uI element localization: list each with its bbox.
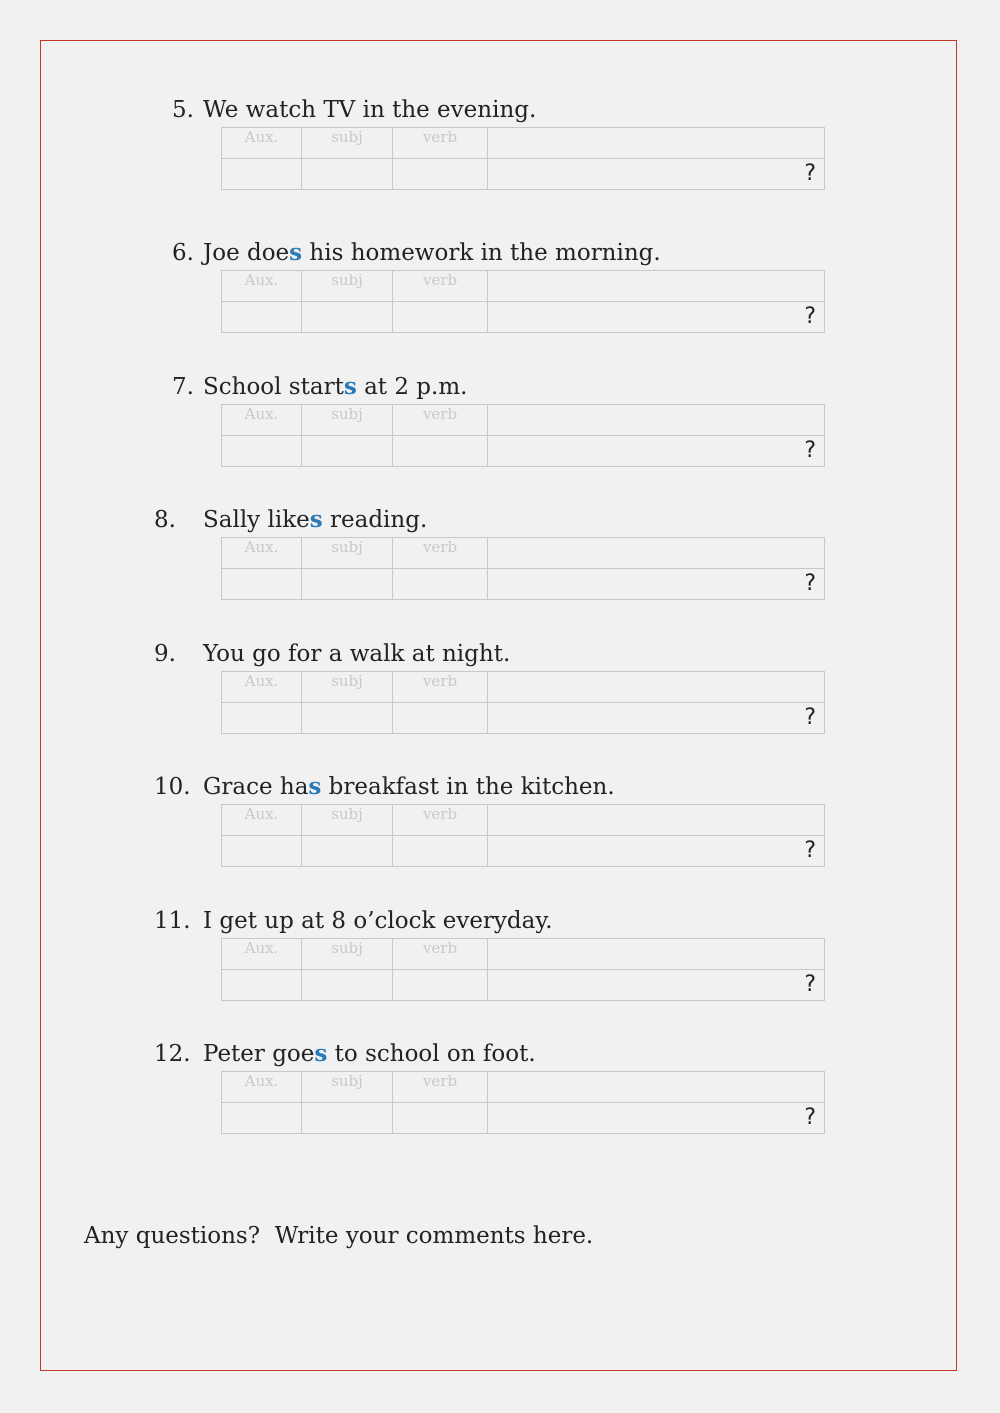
subj-answer-cell[interactable] [302, 1103, 393, 1134]
rest-answer-cell[interactable] [488, 302, 825, 333]
verb-answer-cell[interactable] [393, 1103, 488, 1134]
third-person-s-highlight: s [343, 373, 357, 400]
verb-answer-cell[interactable] [393, 302, 488, 333]
verb-answer-cell[interactable] [393, 569, 488, 600]
sentence-text-before: I get up at 8 o’clock everyday. [203, 908, 553, 934]
subj-header-cell [302, 271, 393, 302]
item-sentence [203, 96, 536, 124]
item-sentence [203, 640, 510, 668]
answer-grid [221, 671, 825, 734]
rest-answer-cell[interactable] [488, 836, 825, 867]
subj-answer-cell[interactable] [302, 703, 393, 734]
answer-grid [221, 804, 825, 867]
aux-header-cell [222, 939, 302, 970]
item-number: 8. [154, 507, 176, 533]
verb-header-cell [393, 128, 488, 159]
aux-answer-cell[interactable] [222, 703, 302, 734]
aux-header-label: Aux. [244, 805, 279, 823]
rest-answer-cell[interactable] [488, 970, 825, 1001]
rest-header-cell [488, 939, 825, 970]
rest-header-cell [488, 1072, 825, 1103]
answer-grid [221, 127, 825, 190]
subj-header-label: subj [331, 538, 363, 556]
subj-header-label: subj [331, 405, 363, 423]
verb-header-cell [393, 672, 488, 703]
item-number: 11. [154, 908, 191, 934]
question-mark: ? [804, 1105, 816, 1130]
verb-header-label: verb [422, 805, 458, 823]
aux-header-label: Aux. [244, 128, 279, 146]
sentence-text-before: Sally like [203, 507, 310, 533]
answer-grid [221, 537, 825, 600]
third-person-s-highlight: s [309, 506, 323, 533]
verb-header-label: verb [422, 128, 458, 146]
sentence-text-before: We watch TV in the evening. [203, 97, 537, 123]
aux-header-cell [222, 128, 302, 159]
verb-header-cell [393, 1072, 488, 1103]
verb-header-cell [393, 805, 488, 836]
verb-header-label: verb [422, 538, 458, 556]
aux-header-cell [222, 538, 302, 569]
rest-header-cell [488, 128, 825, 159]
sentence-text-after: to school on foot. [327, 1041, 536, 1067]
item-number: 7. [172, 374, 194, 400]
aux-answer-cell[interactable] [222, 436, 302, 467]
verb-header-label: verb [422, 405, 458, 423]
question-mark: ? [804, 161, 816, 186]
subj-header-cell [302, 1072, 393, 1103]
subj-answer-cell[interactable] [302, 970, 393, 1001]
aux-answer-cell[interactable] [222, 159, 302, 190]
third-person-s-highlight: s [289, 239, 303, 266]
aux-answer-cell[interactable] [222, 970, 302, 1001]
item-sentence [203, 373, 467, 401]
subj-header-cell [302, 405, 393, 436]
aux-answer-cell[interactable] [222, 836, 302, 867]
verb-header-label: verb [422, 672, 458, 690]
aux-header-label: Aux. [244, 1072, 279, 1090]
third-person-s-highlight: s [308, 773, 322, 800]
sentence-text-before: You go for a walk at night. [203, 641, 511, 667]
question-mark: ? [804, 438, 816, 463]
aux-header-cell [222, 1072, 302, 1103]
aux-header-label: Aux. [244, 939, 279, 957]
subj-answer-cell[interactable] [302, 436, 393, 467]
verb-answer-cell[interactable] [393, 436, 488, 467]
aux-header-cell [222, 405, 302, 436]
item-sentence [203, 506, 427, 534]
rest-answer-cell[interactable] [488, 1103, 825, 1134]
subj-header-label: subj [331, 1072, 363, 1090]
answer-grid [221, 270, 825, 333]
item-sentence [203, 907, 553, 935]
verb-answer-cell[interactable] [393, 970, 488, 1001]
rest-header-cell [488, 405, 825, 436]
sentence-text-before: Joe doe [203, 240, 290, 266]
sentence-text-after: at 2 p.m. [356, 374, 468, 400]
aux-answer-cell[interactable] [222, 302, 302, 333]
answer-grid [221, 1071, 825, 1134]
aux-header-cell [222, 805, 302, 836]
subj-answer-cell[interactable] [302, 302, 393, 333]
item-sentence [203, 1040, 536, 1068]
subj-header-cell [302, 538, 393, 569]
sentence-text-after: reading. [322, 507, 428, 533]
question-mark: ? [804, 571, 816, 596]
verb-header-label: verb [422, 271, 458, 289]
verb-answer-cell[interactable] [393, 836, 488, 867]
sentence-text-after: his homework in the morning. [302, 240, 661, 266]
subj-answer-cell[interactable] [302, 569, 393, 600]
sentence-text-before: School start [203, 374, 344, 400]
third-person-s-highlight: s [314, 1040, 328, 1067]
item-number: 12. [154, 1041, 191, 1067]
question-mark: ? [804, 838, 816, 863]
verb-answer-cell[interactable] [393, 159, 488, 190]
subj-answer-cell[interactable] [302, 159, 393, 190]
subj-header-cell [302, 805, 393, 836]
verb-header-label: verb [422, 939, 458, 957]
rest-header-cell [488, 672, 825, 703]
verb-header-label: verb [422, 1072, 458, 1090]
sentence-text-before: Grace ha [203, 774, 309, 800]
subj-header-cell [302, 672, 393, 703]
subj-header-cell [302, 128, 393, 159]
verb-header-cell [393, 405, 488, 436]
subj-header-label: subj [331, 805, 363, 823]
rest-answer-cell[interactable] [488, 569, 825, 600]
aux-header-cell [222, 672, 302, 703]
rest-answer-cell[interactable] [488, 436, 825, 467]
subj-answer-cell[interactable] [302, 836, 393, 867]
item-number: 10. [154, 774, 191, 800]
answer-grid [221, 404, 825, 467]
rest-header-cell [488, 805, 825, 836]
answer-grid [221, 938, 825, 1001]
item-number: 5. [172, 97, 194, 123]
item-sentence [203, 239, 661, 267]
aux-header-label: Aux. [244, 405, 279, 423]
subj-header-label: subj [331, 128, 363, 146]
question-mark: ? [804, 705, 816, 730]
aux-header-label: Aux. [244, 271, 279, 289]
aux-answer-cell[interactable] [222, 1103, 302, 1134]
subj-header-label: subj [331, 939, 363, 957]
rest-answer-cell[interactable] [488, 703, 825, 734]
rest-answer-cell[interactable] [488, 159, 825, 190]
item-number: 6. [172, 240, 194, 266]
verb-header-cell [393, 939, 488, 970]
rest-header-cell [488, 538, 825, 569]
aux-header-cell [222, 271, 302, 302]
verb-header-cell [393, 271, 488, 302]
sentence-text-after: breakfast in the kitchen. [321, 774, 615, 800]
item-sentence [203, 773, 615, 801]
rest-header-cell [488, 271, 825, 302]
aux-header-label: Aux. [244, 672, 279, 690]
aux-header-label: Aux. [244, 538, 279, 556]
question-mark: ? [804, 304, 816, 329]
subj-header-label: subj [331, 672, 363, 690]
sentence-text-before: Peter goe [203, 1041, 315, 1067]
comments-prompt: Any questions? Write your comments here. [84, 1223, 594, 1249]
question-mark: ? [804, 972, 816, 997]
verb-answer-cell[interactable] [393, 703, 488, 734]
verb-header-cell [393, 538, 488, 569]
item-number: 9. [154, 641, 176, 667]
subj-header-label: subj [331, 271, 363, 289]
aux-answer-cell[interactable] [222, 569, 302, 600]
subj-header-cell [302, 939, 393, 970]
